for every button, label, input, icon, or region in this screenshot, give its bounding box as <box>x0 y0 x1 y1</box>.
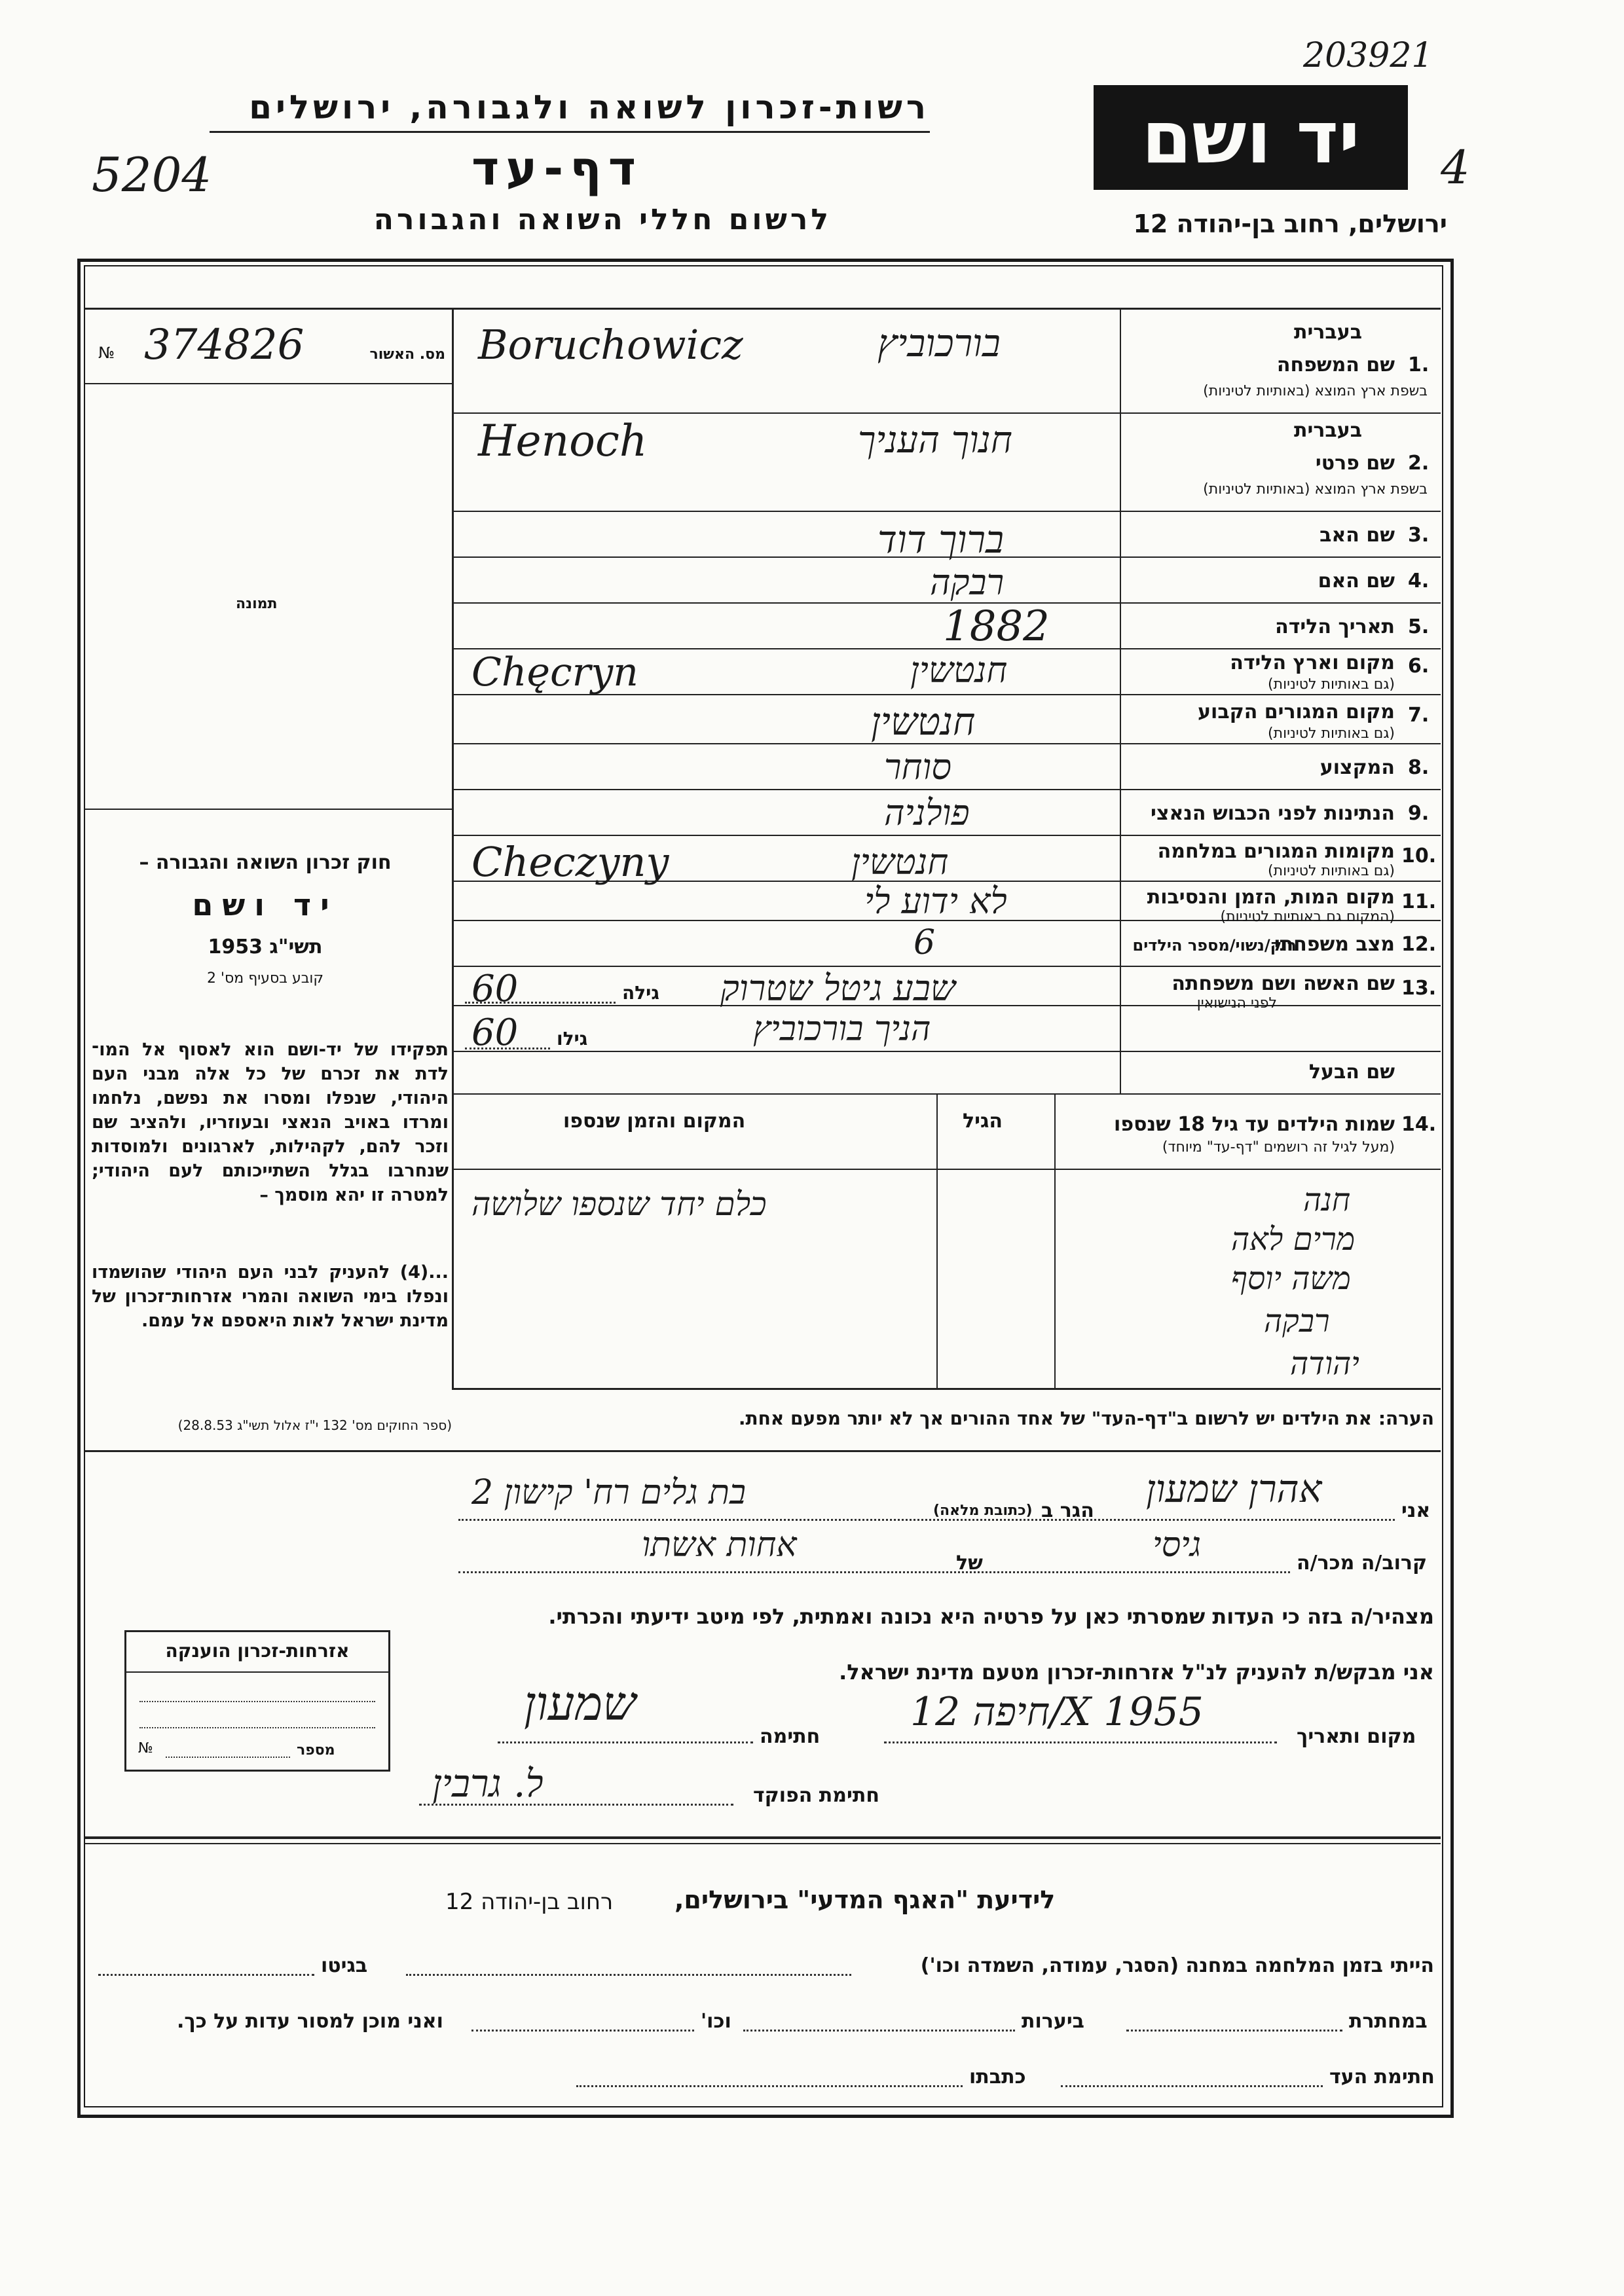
field-4-label: שם האם <box>1318 570 1395 592</box>
husband-name[interactable]: הניך בורכוביץ <box>753 1010 931 1049</box>
field-3-number: 3. <box>1408 524 1430 547</box>
approval-suffix: № <box>98 344 115 362</box>
photo-area <box>88 386 449 805</box>
declarant-i-label: אני <box>1401 1499 1431 1522</box>
field-5-value[interactable]: 1882 <box>943 602 1050 651</box>
declarant-living-label: הגר ב <box>1041 1499 1094 1522</box>
field-11-value[interactable]: לא ידוע לי <box>864 881 1007 922</box>
children-place-header: המקום והזמן שנספו <box>563 1110 746 1133</box>
law-text-2: ...(4) להעניק לבני העם היהודי שהושמדו ונפלו בימי השואה והמרי אזרחות־זכרון של מדינת ישראל לאות היאספם אל עמם. <box>92 1262 449 1331</box>
husband-age-label: גילו <box>557 1028 588 1049</box>
form-title: דף-עד <box>471 141 643 196</box>
declarant-address-hint: (כתובת מלאה) <box>933 1503 1033 1519</box>
field-10-hebrew[interactable]: חנטשין <box>851 841 949 883</box>
field-9-value[interactable]: פולניה <box>884 792 970 833</box>
field-3-value[interactable]: ברוך דוד <box>877 517 1004 562</box>
field-2-latin[interactable]: Henoch <box>478 416 648 466</box>
relative-label: קרוב/ה מכר/ה <box>1297 1552 1428 1575</box>
husband-label: שם הבעל <box>1308 1061 1395 1084</box>
info-line-3b: כתבתו <box>969 2066 1026 2088</box>
field-7-label: מקום המגורים הקבוע <box>1198 701 1395 723</box>
field-1-latin[interactable]: Boruchowicz <box>478 321 743 369</box>
declaration-line-1: מצהיר/ה בזה כי העדות שמסרתי כאן על פרטיה היא נכונה ואמתית, לפי מיטב ידיעתי והכרתי. <box>548 1604 1434 1629</box>
field-1-tag: בעברית <box>1294 321 1362 344</box>
field-5-label: תאריך הלידה <box>1275 615 1395 638</box>
wife-age-label: גילה <box>622 982 659 1004</box>
wife-age[interactable]: 60 <box>471 968 519 1010</box>
child-name-1[interactable]: חנה <box>1303 1182 1351 1218</box>
field-4-value[interactable]: רבקה <box>930 562 1005 603</box>
field-1-hebrew[interactable]: בורכוביץ <box>877 321 1001 365</box>
field-10-number: 10. <box>1401 845 1437 867</box>
of-label: של <box>956 1552 983 1575</box>
child-name-2[interactable]: מרים לאה <box>1231 1221 1356 1258</box>
wife-name[interactable]: שבע גיטל שטרוק <box>720 968 956 1009</box>
official-signature[interactable]: ל. גרבין <box>432 1761 544 1806</box>
field-12-number: 12. <box>1401 933 1437 956</box>
field-2-number: 2. <box>1408 452 1430 475</box>
info-line-1a: הייתי בזמן המלחמה במחנה (הסגר, עמודה, השמדה וכו') <box>920 1954 1434 1977</box>
child-name-4[interactable]: רבקה <box>1264 1303 1330 1339</box>
field-10-latin[interactable]: Checzyny <box>471 838 669 886</box>
citizenship-title: אזרחות-זכרון הוענקה <box>165 1640 350 1662</box>
law-citation: (ספר החוקים מס' 132 י"ז אלול תשי"ג 28.8.53) <box>177 1417 452 1433</box>
info-line-2a: במחתרת <box>1349 2010 1428 2033</box>
field-13-number: 13. <box>1401 977 1437 1000</box>
citizenship-number-label: מספר <box>297 1742 335 1758</box>
field-2-tag: בעברית <box>1294 419 1362 442</box>
approval-label: מס. האשור <box>369 346 445 363</box>
citizenship-box <box>124 1630 390 1772</box>
corner-mark: 4 <box>1441 141 1470 194</box>
law-name: יד ושם <box>192 887 339 922</box>
info-line-2d: ואני מוכן למסור עדות על כך. <box>177 2010 443 2033</box>
field-3-label: שם האב <box>1320 524 1395 547</box>
address: ירושלים, רחוב בן-יהודה 12 <box>1133 210 1447 238</box>
photo-label: תמונה <box>236 596 278 612</box>
law-text-1: תפקידו של יד-ושם הוא לאסוף אל המו־ לדת את זכרם של כל אלה מבני העם היהודי, שנפלו ומסרו את נפשם, נלחמו ומרדו באויב הנאצי ובעוזריו, ולהציב שם וזכר להם, לקהילות, לארגונים ולמוסדות שנחרבו בגלל השתייכותם לעם היהודי; למטרה זו יהא מוסמך – <box>92 1040 449 1205</box>
info-line-1b: בגיטו <box>321 1954 368 1977</box>
approval-field[interactable] <box>92 321 445 370</box>
field-2-sub: בשפת ארץ המוצא (באותיות לטיניות) <box>1203 481 1428 498</box>
field-11-label: מקום המות, הזמן והנסיבות <box>1147 886 1395 909</box>
field-13-label: שם האשה ושם משפחתה <box>1172 972 1395 995</box>
field-11-number: 11. <box>1401 890 1437 913</box>
corner-number: 203921 <box>1303 36 1433 75</box>
husband-age[interactable]: 60 <box>471 1011 519 1054</box>
children-place-value[interactable]: כלם יחד שנספו שלושה <box>471 1185 767 1223</box>
field-10-sub: (גם באותיות לטיניות) <box>1268 863 1395 879</box>
place-date-value[interactable]: חיפה 12/X 1955 <box>910 1689 1204 1735</box>
citizenship-number-suffix: № <box>138 1740 153 1757</box>
logo-text: יד ושם <box>1141 96 1360 179</box>
law-year: תשי"ג 1953 <box>208 936 323 958</box>
form-subtitle: לרשום חללי השואה והגבורה <box>373 203 832 236</box>
child-name-3[interactable]: משה יוסף <box>1231 1260 1351 1297</box>
authority-underline <box>210 131 930 133</box>
info-heading: לידיעת "האגף המדעי" בירושלים, <box>674 1886 1056 1914</box>
field-2-label: שם פרטי <box>1315 452 1395 475</box>
field-11-sub: (המקום גם באותיות לטיניות) <box>1220 909 1395 925</box>
children-number: 14. <box>1401 1113 1437 1136</box>
field-12-label: מצב משפחתי <box>1274 933 1395 956</box>
official-signature-label: חתימת הפוקד <box>753 1784 879 1807</box>
field-6-latin[interactable]: Chęcryn <box>471 649 638 695</box>
field-4-number: 4. <box>1408 570 1430 592</box>
children-note: הערה: את הילדים יש לרשום ב"דף-העד" של אחד ההורים אך לא יותר מפעם אחת. <box>738 1408 1434 1429</box>
approval-value: 374826 <box>144 321 304 369</box>
field-10-label: מקומות המגורים במלחמה <box>1157 840 1395 863</box>
field-13-sub: לפני הנישואין <box>1196 995 1277 1011</box>
place-date-label: מקום ותאריך <box>1297 1725 1416 1748</box>
law-block <box>82 851 449 987</box>
authority-title: רשות-זכרון לשואה ולגבורה, ירושלים <box>249 88 930 126</box>
field-2-hebrew[interactable]: חנוך העניך <box>858 419 1012 462</box>
relative-value[interactable]: גיסי <box>1153 1525 1202 1565</box>
field-12-value[interactable]: 6 <box>913 923 936 962</box>
yad-vashem-logo <box>1094 85 1408 190</box>
field-8-number: 8. <box>1408 756 1430 779</box>
field-12-options: רוק/נשוי/מספר הילדים <box>1132 936 1297 955</box>
declarant-address[interactable]: בת גלים רח' קישון 2 <box>471 1473 747 1512</box>
child-name-5[interactable]: יהודה <box>1290 1345 1359 1382</box>
info-heading-address: רחוב בן-יהודה 12 <box>445 1889 614 1915</box>
field-6-hebrew[interactable]: חנטשין <box>910 649 1008 691</box>
children-label: שמות הילדים עד גיל 18 שנספו <box>1114 1113 1395 1136</box>
law-section: קובע בסעיף מס' 2 <box>206 970 324 987</box>
field-8-value[interactable]: סוחר <box>884 746 952 788</box>
field-6-number: 6. <box>1408 655 1430 678</box>
children-age-header: הגיל <box>963 1110 1003 1133</box>
field-1-sub: בשפת ארץ המוצא (באותיות לטיניות) <box>1203 383 1428 399</box>
field-7-value[interactable]: חנטשין <box>871 699 976 744</box>
field-6-label: מקום וארץ הלידה <box>1230 651 1395 674</box>
field-5-number: 5. <box>1408 615 1430 638</box>
law-title: חוק זכרון השואה והגבורה – <box>139 851 392 874</box>
of-value[interactable]: אחות אשתו <box>642 1525 797 1565</box>
field-7-number: 7. <box>1408 704 1430 727</box>
field-1-number: 1. <box>1408 354 1430 376</box>
info-line-2c: וכו' <box>701 2010 731 2033</box>
field-9-label: הנתינות לפני הכבוש הנאצי <box>1151 802 1395 825</box>
children-sub: (מעל לגיל זה רושמים "דף-עד" מיוחד) <box>1162 1139 1395 1156</box>
signature-label: חתימה <box>760 1725 821 1748</box>
info-line-2b: ביערות <box>1022 2010 1084 2033</box>
declarant-signature[interactable]: שמעון <box>524 1676 637 1731</box>
field-6-sub: (גם באותיות לטיניות) <box>1268 676 1395 693</box>
info-line-3a: חתימת העד <box>1329 2066 1435 2088</box>
field-9-number: 9. <box>1408 802 1430 825</box>
field-7-sub: (גם באותיות לטיניות) <box>1268 725 1395 742</box>
stamp-number: 5204 <box>92 147 212 202</box>
field-8-label: המקצוע <box>1320 756 1395 779</box>
declaration-line-2: אני מבקש/ת להעניק לנ"ל אזרחות-זכרון מטעם מדינת ישראל. <box>839 1660 1434 1685</box>
field-1-label: שם המשפחה <box>1276 354 1395 376</box>
declarant-name[interactable]: אהרן שמעון <box>1146 1467 1322 1511</box>
